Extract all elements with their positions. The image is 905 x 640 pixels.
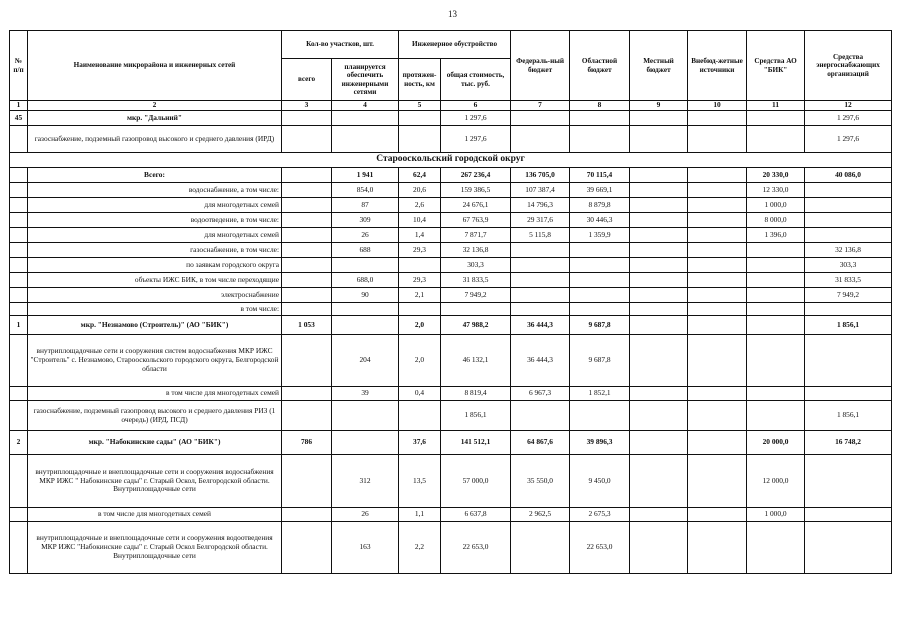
table-row [10, 455, 892, 508]
header-plots-planned: планируется обеспечить инженерными сетями [332, 59, 399, 101]
cell-offbudget-sources [688, 258, 747, 273]
cell-bik-funds: 12 330,0 [747, 183, 805, 198]
cell-energy-org-funds: 7 949,2 [805, 288, 892, 303]
cell-local-budget [630, 335, 688, 387]
cell-row-name: газоснабжение, подземный газопровод высокого и среднего давления РИЗ (1 очередь) (ИРД, ПСД) [28, 401, 282, 431]
cell-plots-planned: 26 [332, 228, 399, 243]
cell-federal-budget [511, 243, 570, 258]
cell-federal-budget [511, 401, 570, 431]
cell-length-km: 1,4 [399, 228, 441, 243]
cell-local-budget [630, 431, 688, 455]
cell-energy-org-funds: 1 856,1 [805, 401, 892, 431]
cell-regional-budget [570, 273, 630, 288]
cell-length-km: 2,1 [399, 288, 441, 303]
cell-offbudget-sources [688, 111, 747, 126]
cell-row-number [10, 258, 28, 273]
cell-regional-budget [570, 303, 630, 316]
cell-federal-budget: 136 705,0 [511, 168, 570, 183]
cell-total-cost: 1 297,6 [441, 126, 511, 153]
cell-row-name: по заявкам городского округа [28, 258, 282, 273]
table-row [10, 316, 892, 335]
header-name: Наименование микрорайона и инженерных сетей [28, 31, 282, 101]
cell-length-km: 10,4 [399, 213, 441, 228]
cell-bik-funds [747, 303, 805, 316]
cell-plots-planned: 26 [332, 508, 399, 522]
cell-regional-budget: 30 446,3 [570, 213, 630, 228]
cell-plots-planned [332, 258, 399, 273]
cell-local-budget [630, 303, 688, 316]
col-number: 1 [10, 101, 28, 111]
cell-local-budget [630, 455, 688, 508]
cell-length-km [399, 258, 441, 273]
cell-plots-planned: 854,0 [332, 183, 399, 198]
cell-regional-budget: 9 687,8 [570, 316, 630, 335]
section-title: Старооскольский городской округ [10, 153, 892, 168]
cell-bik-funds [747, 243, 805, 258]
cell-offbudget-sources [688, 243, 747, 258]
cell-row-name: объекты ИЖС БИК, в том числе переходящие [28, 273, 282, 288]
cell-plots-planned [332, 126, 399, 153]
cell-row-number [10, 213, 28, 228]
cell-offbudget-sources [688, 387, 747, 401]
cell-local-budget [630, 111, 688, 126]
header-bik: Средства АО "БИК" [747, 31, 805, 101]
cell-row-number: 45 [10, 111, 28, 126]
cell-regional-budget [570, 243, 630, 258]
header-regional: Областной бюджет [570, 31, 630, 101]
cell-energy-org-funds [805, 335, 892, 387]
cell-energy-org-funds [805, 228, 892, 243]
cell-offbudget-sources [688, 213, 747, 228]
cell-length-km: 37,6 [399, 431, 441, 455]
cell-local-budget [630, 401, 688, 431]
cell-local-budget [630, 273, 688, 288]
cell-row-name: Всего: [28, 168, 282, 183]
cell-federal-budget: 2 962,5 [511, 508, 570, 522]
cell-row-number [10, 335, 28, 387]
cell-bik-funds: 20 000,0 [747, 431, 805, 455]
header-cost: общая стоимость, тыс. руб. [441, 59, 511, 101]
cell-total-cost: 57 000,0 [441, 455, 511, 508]
cell-row-number [10, 387, 28, 401]
cell-row-number [10, 228, 28, 243]
cell-row-name: газоснабжение, в том числе: [28, 243, 282, 258]
cell-total-cost: 1 297,6 [441, 111, 511, 126]
table-row [10, 288, 892, 303]
cell-local-budget [630, 387, 688, 401]
col-number: 12 [805, 101, 892, 111]
cell-local-budget [630, 243, 688, 258]
col-number: 4 [332, 101, 399, 111]
cell-bik-funds [747, 288, 805, 303]
table-row [10, 258, 892, 273]
cell-bik-funds [747, 273, 805, 288]
cell-plots-planned: 87 [332, 198, 399, 213]
cell-offbudget-sources [688, 522, 747, 574]
cell-row-name: водоотведение, в том числе: [28, 213, 282, 228]
cell-length-km: 0,4 [399, 387, 441, 401]
cell-plots-total [282, 508, 332, 522]
cell-total-cost: 31 833,5 [441, 273, 511, 288]
cell-total-cost: 46 132,1 [441, 335, 511, 387]
cell-plots-total [282, 198, 332, 213]
cell-offbudget-sources [688, 198, 747, 213]
table-row [10, 168, 892, 183]
cell-federal-budget [511, 111, 570, 126]
cell-row-name: газоснабжение, подземный газопровод высокого и среднего давления (ИРД) [28, 126, 282, 153]
cell-plots-total [282, 522, 332, 574]
cell-plots-total [282, 303, 332, 316]
col-number: 6 [441, 101, 511, 111]
cell-local-budget [630, 258, 688, 273]
cell-plots-planned [332, 316, 399, 335]
cell-federal-budget [511, 522, 570, 574]
col-number: 3 [282, 101, 332, 111]
cell-row-number [10, 168, 28, 183]
cell-row-name: электроснабжение [28, 288, 282, 303]
cell-energy-org-funds: 303,3 [805, 258, 892, 273]
table-row [10, 243, 892, 258]
cell-total-cost: 1 856,1 [441, 401, 511, 431]
cell-offbudget-sources [688, 508, 747, 522]
cell-length-km: 62,4 [399, 168, 441, 183]
cell-row-name: в том числе для многодетных семей [28, 387, 282, 401]
cell-plots-planned: 1 941 [332, 168, 399, 183]
cell-total-cost: 141 512,1 [441, 431, 511, 455]
cell-plots-total: 786 [282, 431, 332, 455]
cell-plots-total [282, 335, 332, 387]
cell-regional-budget: 22 653,0 [570, 522, 630, 574]
cell-plots-total [282, 111, 332, 126]
cell-energy-org-funds: 31 833,5 [805, 273, 892, 288]
cell-length-km: 1,1 [399, 508, 441, 522]
cell-length-km: 29,3 [399, 273, 441, 288]
cell-row-number [10, 455, 28, 508]
cell-row-number: 2 [10, 431, 28, 455]
cell-regional-budget: 70 115,4 [570, 168, 630, 183]
cell-length-km: 2,0 [399, 316, 441, 335]
cell-offbudget-sources [688, 335, 747, 387]
cell-offbudget-sources [688, 288, 747, 303]
cell-federal-budget [511, 288, 570, 303]
col-number: 8 [570, 101, 630, 111]
cell-bik-funds: 1 396,0 [747, 228, 805, 243]
cell-bik-funds [747, 401, 805, 431]
cell-energy-org-funds [805, 303, 892, 316]
cell-length-km [399, 303, 441, 316]
cell-energy-org-funds [805, 455, 892, 508]
cell-total-cost: 22 653,0 [441, 522, 511, 574]
cell-energy-org-funds [805, 387, 892, 401]
table-row [10, 431, 892, 455]
table-row [10, 213, 892, 228]
cell-row-name: водоснабжение, а том числе: [28, 183, 282, 198]
cell-energy-org-funds: 1 856,1 [805, 316, 892, 335]
cell-energy-org-funds: 1 297,6 [805, 126, 892, 153]
header-federal: Федераль-ный бюджет [511, 31, 570, 101]
table-row [10, 183, 892, 198]
cell-row-number [10, 303, 28, 316]
cell-federal-budget [511, 258, 570, 273]
cell-energy-org-funds: 16 748,2 [805, 431, 892, 455]
cell-plots-total [282, 273, 332, 288]
cell-plots-total [282, 228, 332, 243]
cell-bik-funds [747, 126, 805, 153]
cell-regional-budget: 9 450,0 [570, 455, 630, 508]
cell-plots-planned [332, 431, 399, 455]
cell-energy-org-funds [805, 508, 892, 522]
cell-bik-funds: 1 000,0 [747, 508, 805, 522]
cell-total-cost: 159 386,5 [441, 183, 511, 198]
cell-local-budget [630, 183, 688, 198]
cell-row-name: мкр. "Набокинские сады" (АО "БИК") [28, 431, 282, 455]
cell-federal-budget: 36 444,3 [511, 335, 570, 387]
cell-federal-budget: 64 867,6 [511, 431, 570, 455]
cell-plots-total [282, 258, 332, 273]
cell-length-km: 2,2 [399, 522, 441, 574]
table-row [10, 303, 892, 316]
cell-federal-budget: 107 387,4 [511, 183, 570, 198]
table-row [10, 401, 892, 431]
cell-row-number: 1 [10, 316, 28, 335]
cell-row-number [10, 273, 28, 288]
section-row [10, 153, 892, 168]
cell-offbudget-sources [688, 228, 747, 243]
cell-total-cost: 47 988,2 [441, 316, 511, 335]
cell-length-km: 13,5 [399, 455, 441, 508]
cell-length-km [399, 126, 441, 153]
cell-offbudget-sources [688, 273, 747, 288]
cell-local-budget [630, 288, 688, 303]
cell-length-km: 20,6 [399, 183, 441, 198]
cell-plots-planned [332, 303, 399, 316]
cell-federal-budget: 29 317,6 [511, 213, 570, 228]
cell-energy-org-funds [805, 522, 892, 574]
cell-regional-budget: 9 687,8 [570, 335, 630, 387]
cell-local-budget [630, 168, 688, 183]
col-number: 7 [511, 101, 570, 111]
cell-plots-planned [332, 111, 399, 126]
cell-local-budget [630, 508, 688, 522]
cell-row-name: внутриплощадочные и внеплощадочные сети и сооружения водоотведения МКР ИЖС "Набокинские сады" г. Старый Оскол Белгородской области. Внутриплощадочные сети [28, 522, 282, 574]
header-energy: Средства энергоснабжающих организаций [805, 31, 892, 101]
cell-row-name: в том числе: [28, 303, 282, 316]
cell-local-budget [630, 213, 688, 228]
cell-federal-budget: 36 444,3 [511, 316, 570, 335]
cell-energy-org-funds [805, 183, 892, 198]
cell-regional-budget [570, 401, 630, 431]
col-number: 5 [399, 101, 441, 111]
header-engineering-group: Инженерное обустройство [399, 31, 511, 59]
cell-federal-budget [511, 273, 570, 288]
cell-plots-planned: 204 [332, 335, 399, 387]
table-row [10, 228, 892, 243]
header-num: № п/п [10, 31, 28, 101]
cell-offbudget-sources [688, 455, 747, 508]
cell-regional-budget [570, 258, 630, 273]
table-row [10, 508, 892, 522]
cell-row-number [10, 401, 28, 431]
cell-local-budget [630, 316, 688, 335]
cell-total-cost: 6 637,8 [441, 508, 511, 522]
cell-bik-funds [747, 335, 805, 387]
cell-federal-budget: 35 550,0 [511, 455, 570, 508]
table-row [10, 126, 892, 153]
cell-regional-budget: 39 669,1 [570, 183, 630, 198]
cell-plots-total [282, 168, 332, 183]
cell-plots-planned: 309 [332, 213, 399, 228]
header-local: Местный бюджет [630, 31, 688, 101]
cell-bik-funds [747, 522, 805, 574]
cell-bik-funds: 12 000,0 [747, 455, 805, 508]
cell-regional-budget [570, 111, 630, 126]
cell-length-km [399, 401, 441, 431]
cell-bik-funds [747, 316, 805, 335]
col-number: 10 [688, 101, 747, 111]
cell-row-name: мкр. "Незнамово (Строитель)" (АО "БИК") [28, 316, 282, 335]
cell-regional-budget: 1 852,1 [570, 387, 630, 401]
cell-regional-budget: 2 675,3 [570, 508, 630, 522]
cell-row-number [10, 522, 28, 574]
cell-offbudget-sources [688, 303, 747, 316]
cell-regional-budget: 1 359,9 [570, 228, 630, 243]
cell-total-cost: 8 819,4 [441, 387, 511, 401]
table-row [10, 198, 892, 213]
funding-table [9, 30, 892, 574]
cell-local-budget [630, 126, 688, 153]
cell-offbudget-sources [688, 431, 747, 455]
cell-row-name: в том числе для многодетных семей [28, 508, 282, 522]
cell-regional-budget [570, 288, 630, 303]
cell-bik-funds: 20 330,0 [747, 168, 805, 183]
cell-offbudget-sources [688, 316, 747, 335]
cell-energy-org-funds: 40 086,0 [805, 168, 892, 183]
cell-offbudget-sources [688, 168, 747, 183]
cell-local-budget [630, 228, 688, 243]
cell-energy-org-funds [805, 213, 892, 228]
cell-row-number [10, 288, 28, 303]
cell-offbudget-sources [688, 126, 747, 153]
cell-length-km: 2,6 [399, 198, 441, 213]
cell-plots-total [282, 243, 332, 258]
col-number: 11 [747, 101, 805, 111]
cell-offbudget-sources [688, 183, 747, 198]
cell-plots-planned: 90 [332, 288, 399, 303]
cell-length-km [399, 111, 441, 126]
cell-plots-total [282, 455, 332, 508]
col-number: 2 [28, 101, 282, 111]
cell-row-number [10, 198, 28, 213]
cell-plots-total [282, 126, 332, 153]
cell-total-cost: 267 236,4 [441, 168, 511, 183]
cell-plots-total [282, 387, 332, 401]
cell-federal-budget [511, 126, 570, 153]
cell-plots-planned: 163 [332, 522, 399, 574]
table-row [10, 111, 892, 126]
table-row [10, 387, 892, 401]
cell-federal-budget [511, 303, 570, 316]
cell-row-name: для многодетных семей [28, 228, 282, 243]
header-plots-group: Кол-во участков, шт. [282, 31, 399, 59]
cell-total-cost: 7 871,7 [441, 228, 511, 243]
cell-plots-planned: 688,0 [332, 273, 399, 288]
cell-row-number [10, 126, 28, 153]
cell-federal-budget: 14 796,3 [511, 198, 570, 213]
cell-local-budget [630, 198, 688, 213]
cell-total-cost: 24 676,1 [441, 198, 511, 213]
cell-total-cost: 67 763,9 [441, 213, 511, 228]
cell-plots-planned [332, 401, 399, 431]
cell-plots-planned: 688 [332, 243, 399, 258]
cell-federal-budget: 5 115,8 [511, 228, 570, 243]
cell-bik-funds [747, 258, 805, 273]
table-body [10, 111, 892, 574]
table-header [10, 31, 892, 111]
cell-row-number [10, 183, 28, 198]
cell-energy-org-funds: 1 297,6 [805, 111, 892, 126]
cell-row-name: для многодетных семей [28, 198, 282, 213]
cell-regional-budget: 39 896,3 [570, 431, 630, 455]
header-offbudget: Внебюд-жетные источники [688, 31, 747, 101]
cell-plots-total [282, 288, 332, 303]
cell-row-name: внутриплощадочные сети и сооружения систем водоснабжения МКР ИЖС "Строитель" с. Незнамово, Старооскольского городского округа, Белгородской области [28, 335, 282, 387]
page-number: 13 [448, 9, 457, 19]
cell-total-cost: 7 949,2 [441, 288, 511, 303]
cell-row-name: мкр. "Дальний" [28, 111, 282, 126]
cell-plots-total [282, 183, 332, 198]
cell-energy-org-funds: 32 136,8 [805, 243, 892, 258]
cell-federal-budget: 6 967,3 [511, 387, 570, 401]
cell-bik-funds: 1 000,0 [747, 198, 805, 213]
cell-local-budget [630, 522, 688, 574]
header-plots-total: всего [282, 59, 332, 101]
table-row [10, 335, 892, 387]
cell-bik-funds [747, 111, 805, 126]
header-length: протяжен-ность, км [399, 59, 441, 101]
cell-plots-total [282, 213, 332, 228]
cell-length-km: 2,0 [399, 335, 441, 387]
cell-plots-planned: 39 [332, 387, 399, 401]
cell-bik-funds: 8 000,0 [747, 213, 805, 228]
cell-total-cost [441, 303, 511, 316]
cell-row-name: внутриплощадочные и внеплощадочные сети и сооружения водоснабжения МКР ИЖС " Набокинские сады" г. Старый Оскол, Белгородской области. Внутриплощадочные сети [28, 455, 282, 508]
cell-length-km: 29,3 [399, 243, 441, 258]
cell-row-number [10, 508, 28, 522]
table-row [10, 522, 892, 574]
cell-energy-org-funds [805, 198, 892, 213]
cell-offbudget-sources [688, 401, 747, 431]
col-number: 9 [630, 101, 688, 111]
cell-regional-budget: 8 879,8 [570, 198, 630, 213]
cell-plots-total: 1 053 [282, 316, 332, 335]
cell-total-cost: 303,3 [441, 258, 511, 273]
cell-regional-budget [570, 126, 630, 153]
column-number-row [10, 101, 892, 111]
cell-plots-planned: 312 [332, 455, 399, 508]
cell-bik-funds [747, 387, 805, 401]
table-row [10, 273, 892, 288]
cell-plots-total [282, 401, 332, 431]
cell-total-cost: 32 136,8 [441, 243, 511, 258]
cell-row-number [10, 243, 28, 258]
